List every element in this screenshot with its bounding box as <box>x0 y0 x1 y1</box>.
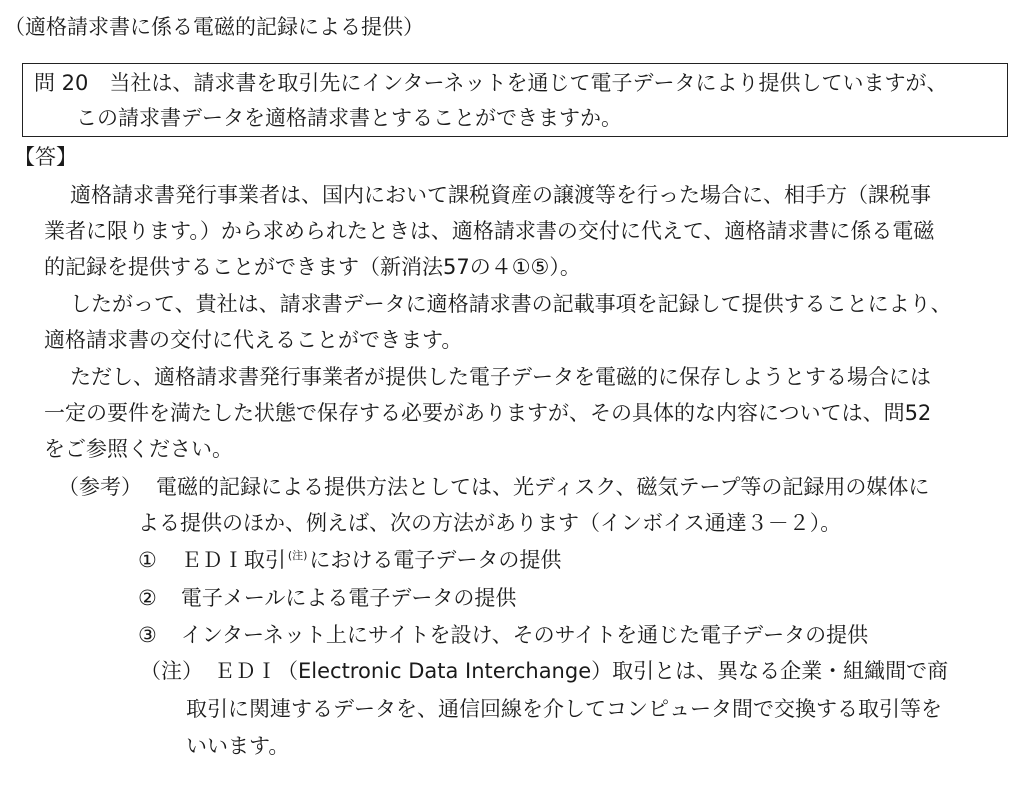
reference-item-3 <box>138 620 868 650</box>
answer-p1-line2: 業者に限ります。）から求められたときは、適格請求書の交付に代えて、適格請求書に係る電磁 <box>44 219 935 243</box>
reference-line-1: 電磁的記録による提供方法としては、光ディスク、磁気テープ等の記録用の媒体に <box>156 475 930 499</box>
question-line-1: 問 20 当社は、請求書を取引先にインターネットを通じて電子データにより提供していますが、 <box>34 71 948 95</box>
answer-p1-line1: 適格請求書発行事業者は、国内において課税資産の譲渡等を行った場合に、相手方（課税事 <box>70 183 931 207</box>
answer-p3-line2: 一定の要件を満たした状態で保存する必要がありますが、その具体的な内容については、問52 <box>44 401 932 425</box>
reference-item-2-num: ② <box>138 586 157 610</box>
answer-p3-line1: ただし、適格請求書発行事業者が提供した電子データを電磁的に保存しようとする場合には <box>70 365 931 389</box>
note-mark: (注) <box>287 549 308 562</box>
reference-item-1-text-before: ＥＤＩ取引 <box>180 548 286 572</box>
answer-p1-line3: 的記録を提供することができます（新消法57の４①⑤）。 <box>44 255 581 279</box>
question-line-2: この請求書データを適格請求書とすることができますか。 <box>76 106 622 130</box>
note-line-2: 取引に関連するデータを、通信回線を介してコンピュータ間で交換する取引等を <box>186 697 942 721</box>
reference-item-3-num: ③ <box>138 623 157 647</box>
note-label: （注） <box>140 659 203 683</box>
reference-label: （参考） <box>58 475 142 499</box>
reference-item-1 <box>138 545 561 575</box>
reference-line-2: よる提供のほか、例えば、次の方法があります（インボイス通達３－２）。 <box>138 511 842 535</box>
note-line-3: いいます。 <box>186 734 290 758</box>
answer-p2-line1: したがって、貴社は、請求書データに適格請求書の記載事項を記録して提供することにより、 <box>70 292 952 316</box>
reference-item-2 <box>138 583 516 613</box>
answer-p3-line3: をご参照ください。 <box>44 437 233 461</box>
note-line-1: ＥＤＩ（Electronic Data Interchange）取引とは、異なる企業・組織間で商 <box>214 659 949 683</box>
section-title: （適格請求書に係る電磁的記録による提供） <box>4 15 424 39</box>
answer-p2-line2: 適格請求書の交付に代えることができます。 <box>44 328 463 352</box>
reference-item-2-text: 電子メールによる電子データの提供 <box>180 586 517 610</box>
reference-item-1-text-after: における電子データの提供 <box>309 548 562 572</box>
answer-heading: 【答】 <box>14 145 77 169</box>
reference-item-1-num: ① <box>138 548 157 572</box>
reference-item-3-text: インターネット上にサイトを設け、そのサイトを通じた電子データの提供 <box>180 623 869 647</box>
